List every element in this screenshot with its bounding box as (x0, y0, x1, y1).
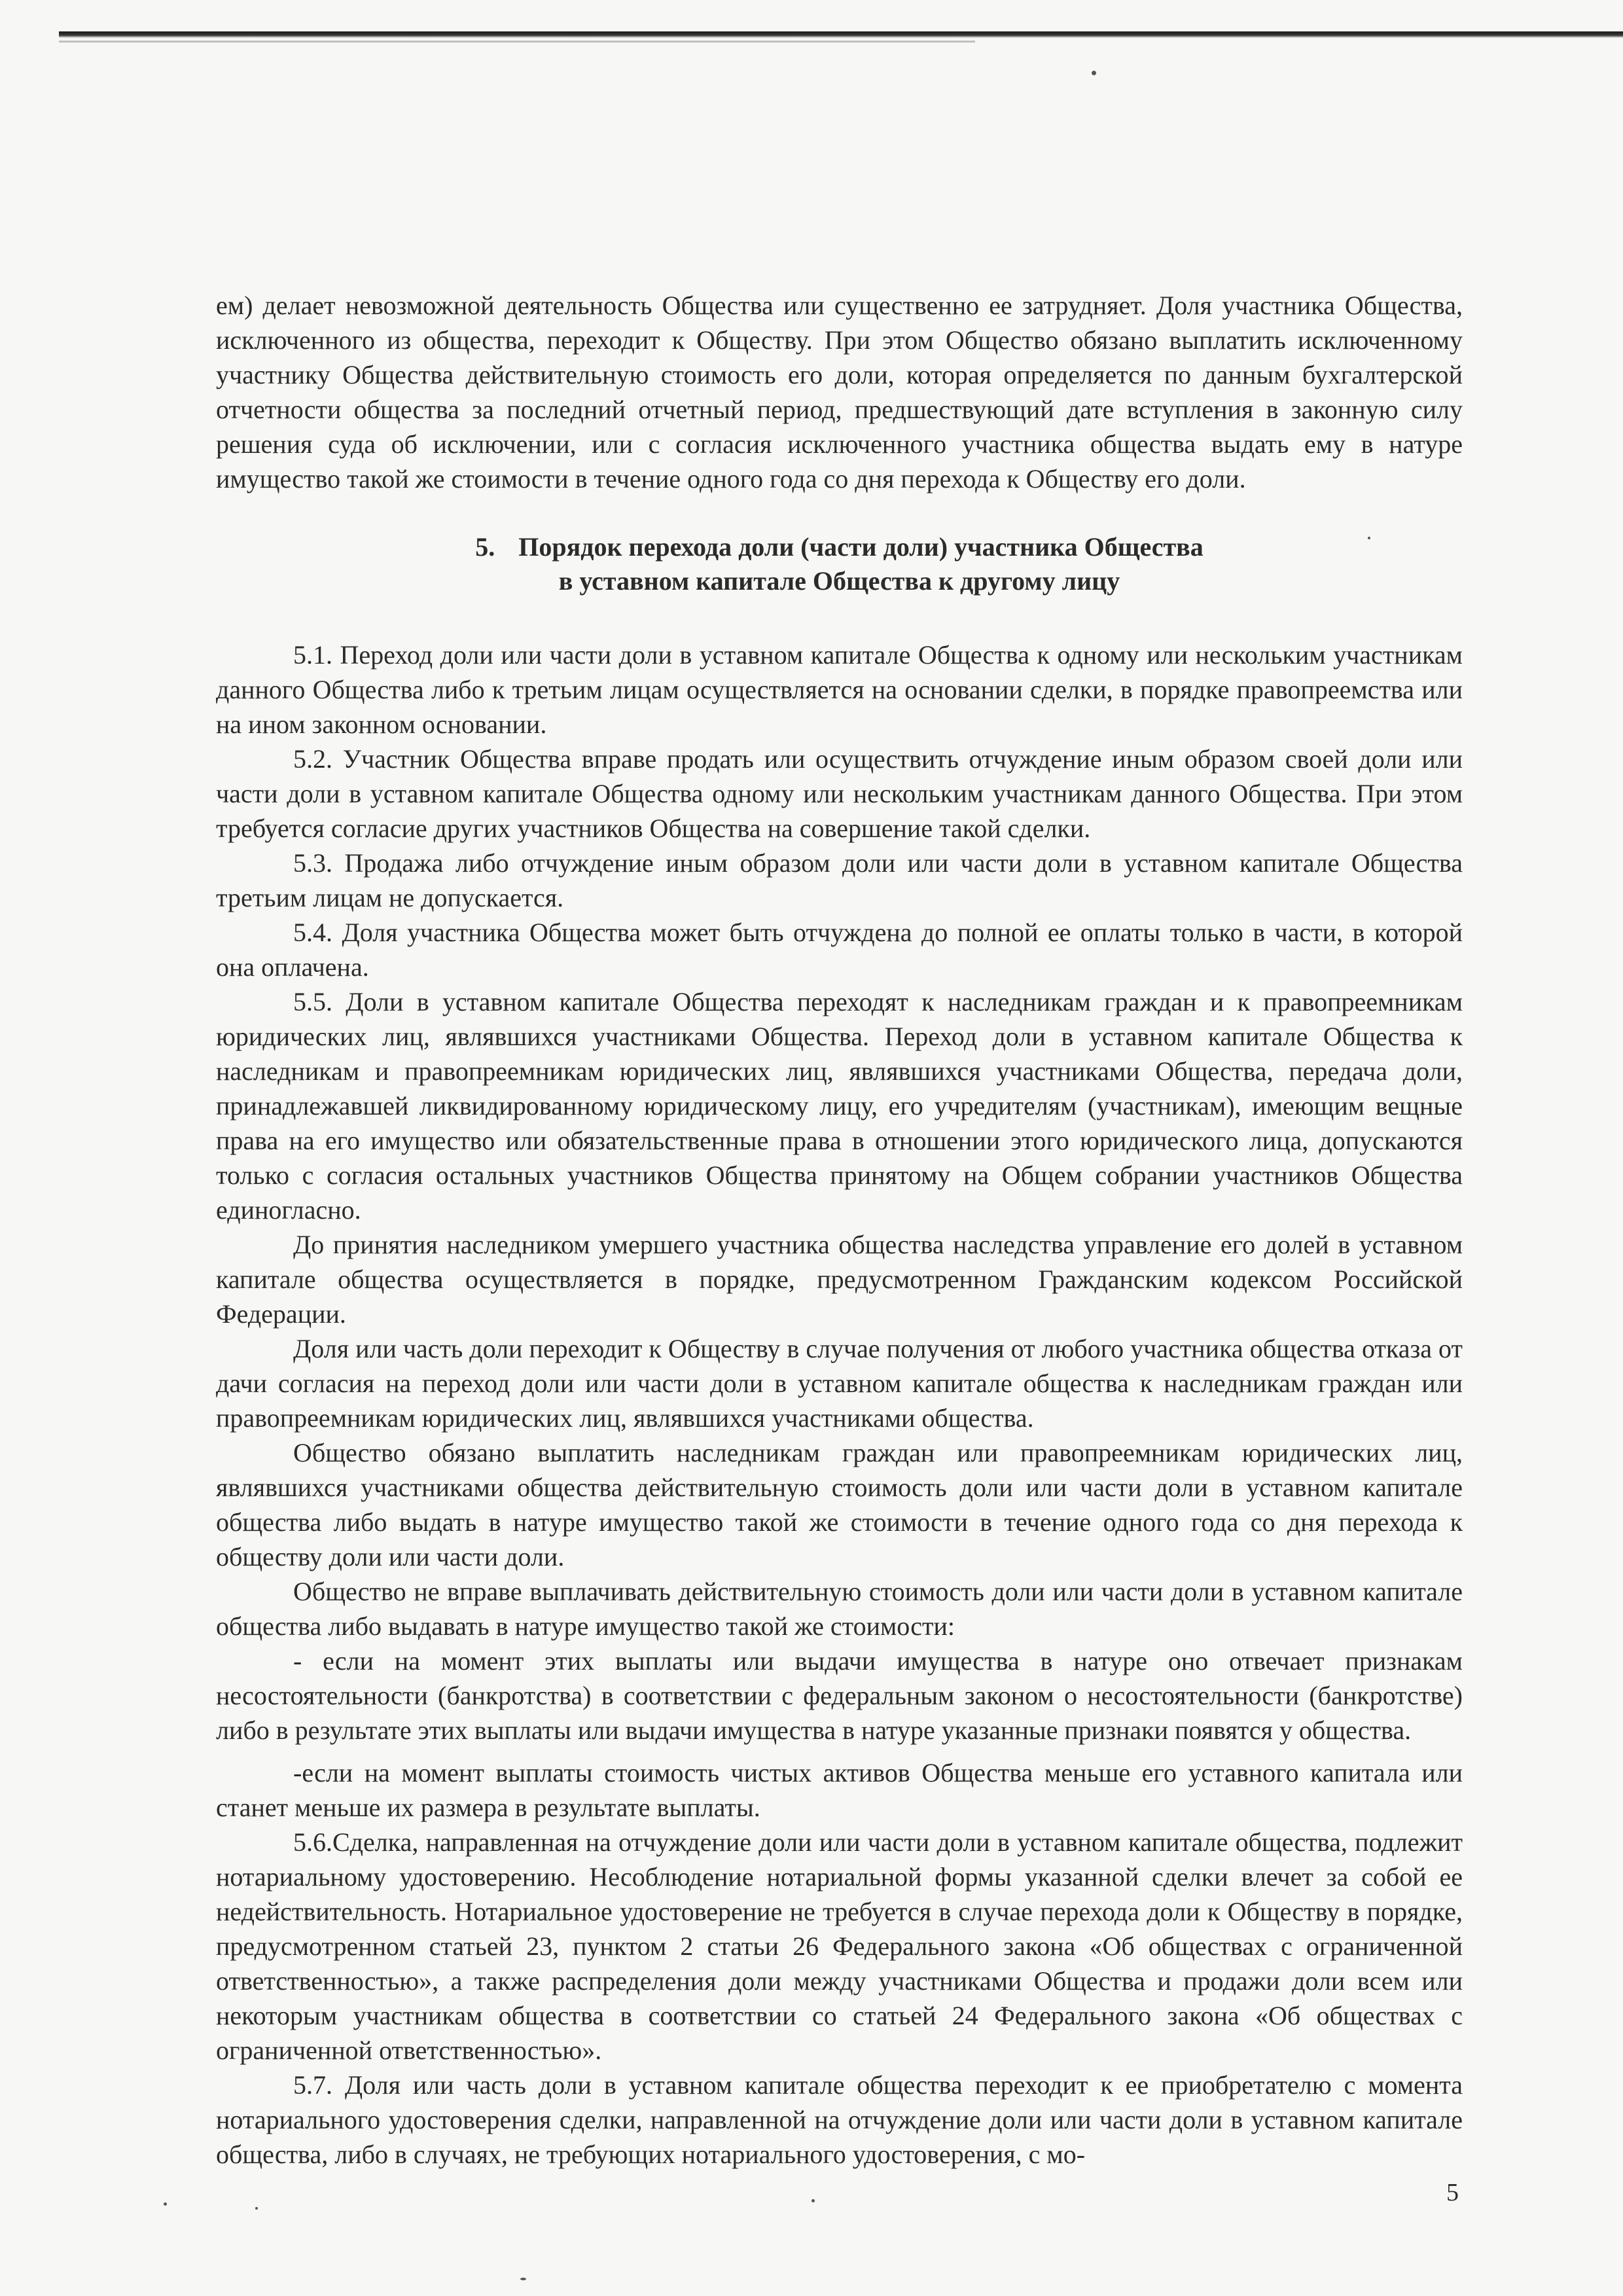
paragraph-5-3: 5.3. Продажа либо отчуждение иным образом доли или части доли в уставном капитале Общества третьим лицам не допускается. (216, 848, 1463, 912)
paragraph-5-7: 5.7. Доля или часть доли в уставном капитале общества переходит к ее приобретателю с момента нотариального удостоверения сделки, направленной на отчуждение доли или части доли в уставном капитале общества, либо в случаях, не требующих нотариального удостоверения, с мо- (216, 2070, 1463, 2169)
paragraph-inheritance-management: До принятия наследником умершего участника общества наследства управление его долей в уставном капитале общества осуществляется в порядке, предусмотренном Гражданским кодексом Российской Федерации. (216, 1230, 1463, 1329)
scan-speck (255, 2207, 258, 2210)
paragraph-payment-restriction: Общество не вправе выплачивать действительную стоимость доли или части доли в уставном капитале общества либо выдавать в натуре имущество такой же стоимости: (216, 1577, 1463, 1641)
scan-top-shadow (59, 41, 975, 43)
section-heading (216, 530, 1463, 598)
paragraph-5-1: 5.1. Переход доли или части доли в уставном капитале Общества к одному или нескольким участникам данного Общества либо к третьим лицам осуществляется на основании сделки, в порядке правопреемства или на ином законном основании. (216, 640, 1463, 739)
paragraph-payment-obligation: Общество обязано выплатить наследникам граждан или правопреемникам юридических лиц, являвшихся участниками общества действительную стоимость доли или части доли в уставном капитале общества либо выдать в натуре имущество такой же стоимости в течение одного года со дня перехода к обществу доли или части доли. (216, 1438, 1463, 1571)
document-body (216, 288, 1463, 2172)
list-item-net-assets: -если на момент выплаты стоимость чистых активов Общества меньше его уставного капитала или станет меньше их размера в результате выплаты. (216, 1758, 1463, 1822)
section-number: 5. (475, 532, 495, 562)
section-heading-line1 (216, 530, 1463, 564)
intro-paragraph: ем) делает невозможной деятельность Общества или существенно ее затрудняет. Доля участника Общества, исключенного из общества, переходит к Обществу. При этом Общество обязано выплатить исключенному участнику Общества действительную стоимость его доли, которая определяется по данным бухгалтерской отчетности общества за последний отчетный период, предшествующий дате вступления в законную силу решения суда об исключении, или с согласия исключенного участника общества выдать ему в натуре имущество такой же стоимости в течение одного года со дня перехода к Обществу его доли. (216, 291, 1463, 493)
spacer (216, 1748, 1463, 1755)
scan-speck (520, 2278, 526, 2280)
section-title-line1: Порядок перехода доли (части доли) участника Общества (518, 532, 1204, 562)
section-title-line2: в уставном капитале Общества к другому лицу (558, 566, 1120, 596)
scan-top-edge (59, 31, 1623, 38)
scan-speck (1092, 71, 1096, 75)
scan-speck (164, 2202, 167, 2206)
paragraph-5-4: 5.4. Доля участника Общества может быть отчуждена до полной ее оплаты только в части, в которой она оплачена. (216, 918, 1463, 982)
page-number: 5 (1446, 2179, 1459, 2206)
list-item-insolvency: - если на момент этих выплаты или выдачи имущества в натуре оно отвечает признакам несостоятельности (банкротства) в соответствии с федеральным законом о несостоятельности (банкротстве) либо в результате этих выплаты или выдачи имущества в натуре указанные признаки появятся у общества. (216, 1646, 1463, 1745)
paragraph-5-2: 5.2. Участник Общества вправе продать или осуществить отчуждение иным образом своей доли или части доли в уставном капитале Общества одному или нескольким участникам данного Общества. При этом требуется согласие других участников Общества на совершение такой сделки. (216, 744, 1463, 843)
paragraph-5-5: 5.5. Доли в уставном капитале Общества переходят к наследникам граждан и к правопреемникам юридических лиц, являвшихся участниками Общества. Переход доли в уставном капитале Общества к наследникам и правопреемникам юридических лиц, являвшихся участниками Общества, передача доли, принадлежавшей ликвидированному юридическому лицу, его учредителям (участникам), имеющим вещные права на его имущество или обязательственные права в отношении этого юридического лица, допускаются только с согласия остальных участников Общества принятому на Общем собрании участников Общества единогласно. (216, 987, 1463, 1225)
paragraph-5-6: 5.6.Сделка, направленная на отчуждение доли или части доли в уставном капитале общества, подлежит нотариальному удостоверению. Несоблюдение нотариальной формы указанной сделки влечет за собой ее недействительность. Нотариальное удостоверение не требуется в случае перехода доли к Обществу в порядке, предусмотренном статьей 23, пунктом 2 статьи 26 Федерального закона «Об обществах с ограниченной ответственностью», а также распределения доли между участниками Общества и продажи доли всем или некоторым участникам общества в соответствии со статьей 24 Федерального закона «Об обществах с ограниченной ответственностью». (216, 1827, 1463, 2065)
scan-speck (812, 2199, 815, 2202)
paragraph-share-transfer-refusal: Доля или часть доли переходит к Обществу в случае получения от любого участника общества отказа от дачи согласия на переход доли или части доли в уставном капитале общества к наследникам граждан или правопреемникам юридических лиц, являвшихся участниками общества. (216, 1334, 1463, 1433)
